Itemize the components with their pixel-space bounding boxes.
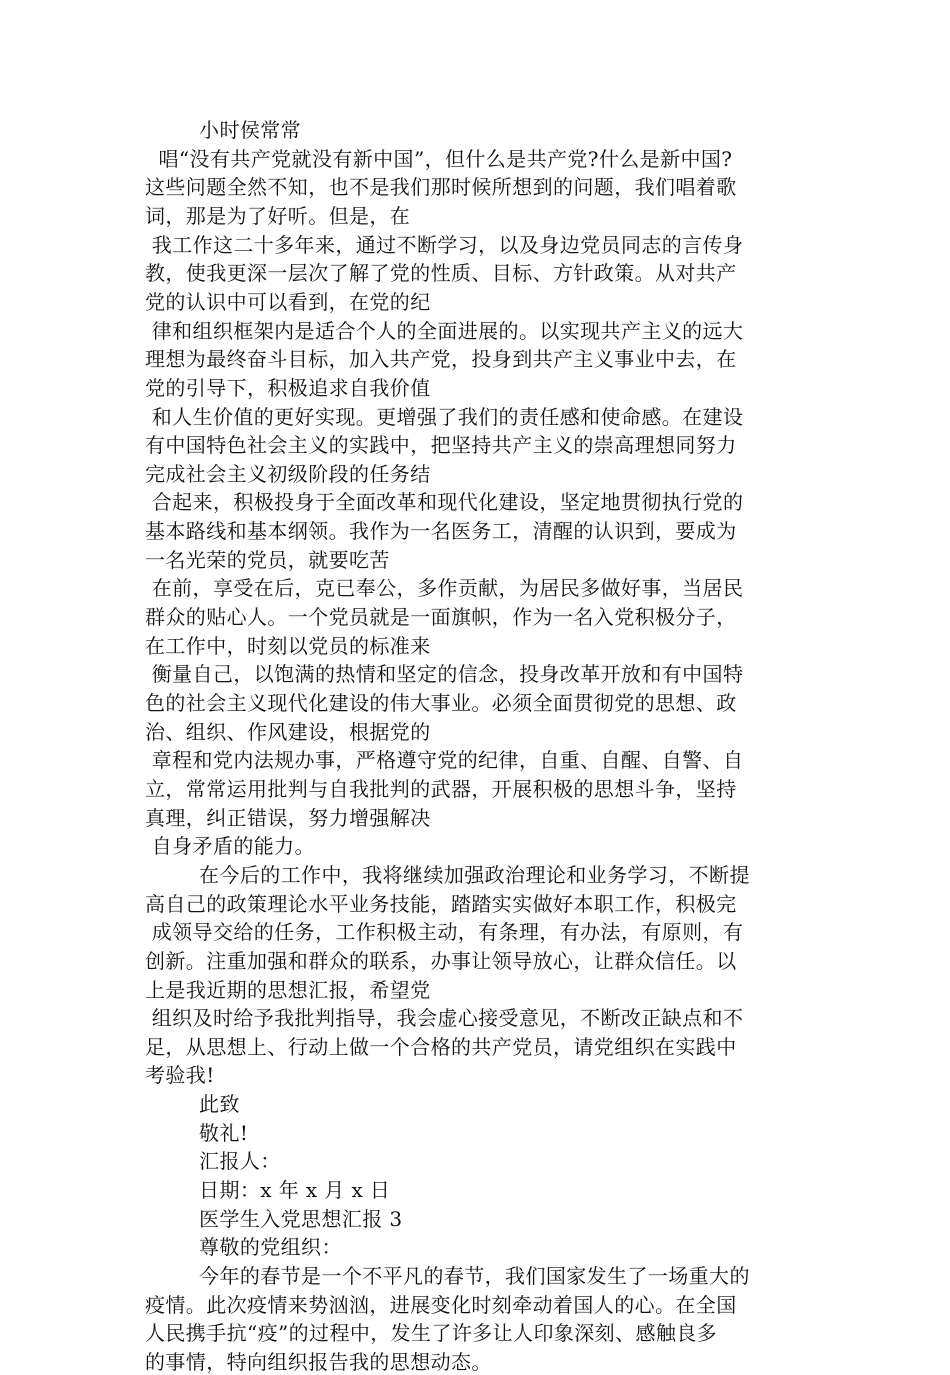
text-line: 日期：x 年 x 月 x 日 bbox=[145, 1178, 391, 1202]
text-line: 真理，纠正错误，努力增强解决 bbox=[145, 805, 431, 830]
text-line: 尊敬的党组织： bbox=[145, 1235, 342, 1260]
text-line: 在工作中，时刻以党员的标准来 bbox=[145, 633, 431, 658]
text-line: 和人生价值的更好实现。更增强了我们的责任感和使命感。在建设 bbox=[145, 404, 744, 429]
text-line: 衡量自己，以饱满的热情和坚定的信念，投身改革开放和有中国特 bbox=[145, 662, 744, 687]
text-line: 自身矛盾的能力。 bbox=[145, 834, 315, 859]
text-line: 上是我近期的思想汇报，希望党 bbox=[145, 977, 431, 1002]
text-line: 足，从思想上、行动上做一个合格的共产党员，请党组织在实践中 bbox=[145, 1034, 737, 1059]
text-line: 治、组织、作风建设，根据党的 bbox=[145, 719, 431, 744]
text-line: 在今后的工作中，我将继续加强政治理论和业务学习，不断提 bbox=[145, 862, 750, 887]
text-line: 我工作这二十多年来，通过不断学习，以及身边党员同志的言传身 bbox=[145, 232, 744, 257]
text-line: 今年的春节是一个不平凡的春节，我们国家发生了一场重大的 bbox=[145, 1264, 750, 1288]
text-line: 敬礼! bbox=[145, 1120, 249, 1145]
text-line: 汇报人： bbox=[145, 1149, 281, 1174]
text-line: 小时侯常常 bbox=[145, 118, 302, 142]
text-line: 的事情，特向组织报告我的思想动态。 bbox=[145, 1350, 492, 1374]
text-line: 色的社会主义现代化建设的伟大事业。必须全面贯彻党的思想、政 bbox=[145, 691, 737, 715]
text-line: 成领导交给的任务，工作积极主动，有条理，有办法，有原则，有 bbox=[145, 920, 744, 945]
text-line: 词，那是为了好听。但是，在 bbox=[145, 203, 411, 228]
text-line: 党的引导下，积极追求自我价值 bbox=[145, 375, 431, 400]
text-line: 有中国特色社会主义的实践中，把坚持共产主义的崇高理想同努力 bbox=[145, 433, 737, 458]
text-line: 党的认识中可以看到，在党的纪 bbox=[145, 289, 431, 314]
text-line: 唱“没有共产党就没有新中国”，但什么是共产党?什么是新中国? bbox=[145, 146, 733, 171]
text-line: 在前，享受在后，克已奉公，多作贡献，为居民多做好事，当居民 bbox=[145, 576, 744, 601]
text-line: 完成社会主义初级阶段的任务结 bbox=[145, 461, 431, 486]
text-line: 组织及时给予我批判指导，我会虚心接受意见，不断改正缺点和不 bbox=[145, 1006, 744, 1031]
text-line: 这些问题全然不知，也不是我们那时候所想到的问题，我们唱着歌 bbox=[145, 175, 737, 200]
text-line: 人民携手抗“疫”的过程中，发生了许多让人印象深刻、感触良多 bbox=[145, 1321, 718, 1346]
text-line: 创新。注重加强和群众的联系，办事让领导放心，让群众信任。以 bbox=[145, 948, 737, 973]
text-line: 疫情。此次疫情来势汹汹，进展变化时刻牵动着国人的心。在全国 bbox=[145, 1292, 737, 1317]
text-line: 医学生入党思想汇报 3 bbox=[145, 1206, 403, 1231]
text-line: 高自己的政策理论水平业务技能，踏踏实实做好本职工作，积极完 bbox=[145, 891, 737, 916]
text-line: 立，常常运用批判与自我批判的武器，开展积极的思想斗争，坚持 bbox=[145, 776, 737, 801]
text-line: 理想为最终奋斗目标，加入共产党，投身到共产主义事业中去，在 bbox=[145, 347, 737, 372]
text-line: 考验我! bbox=[145, 1063, 215, 1088]
text-line: 章程和党内法规办事，严格遵守党的纪律，自重、自醒、自警、自 bbox=[145, 748, 744, 773]
text-line: 律和组织框架内是适合个人的全面进展的。以实现共产主义的远大 bbox=[145, 318, 744, 343]
text-line: 合起来，积极投身于全面改革和现代化建设，坚定地贯彻执行党的 bbox=[145, 490, 744, 515]
text-line: 基本路线和基本纲领。我作为一名医务工，清醒的认识到，要成为 bbox=[145, 519, 737, 544]
text-line: 群众的贴心人。一个党员就是一面旗帜，作为一名入党积极分子， bbox=[145, 605, 737, 629]
text-line: 此致 bbox=[145, 1092, 240, 1117]
text-line: 一名光荣的党员，就要吃苦 bbox=[145, 547, 390, 572]
text-line: 教，使我更深一层次了解了党的性质、目标、方针政策。从对共产 bbox=[145, 261, 737, 286]
